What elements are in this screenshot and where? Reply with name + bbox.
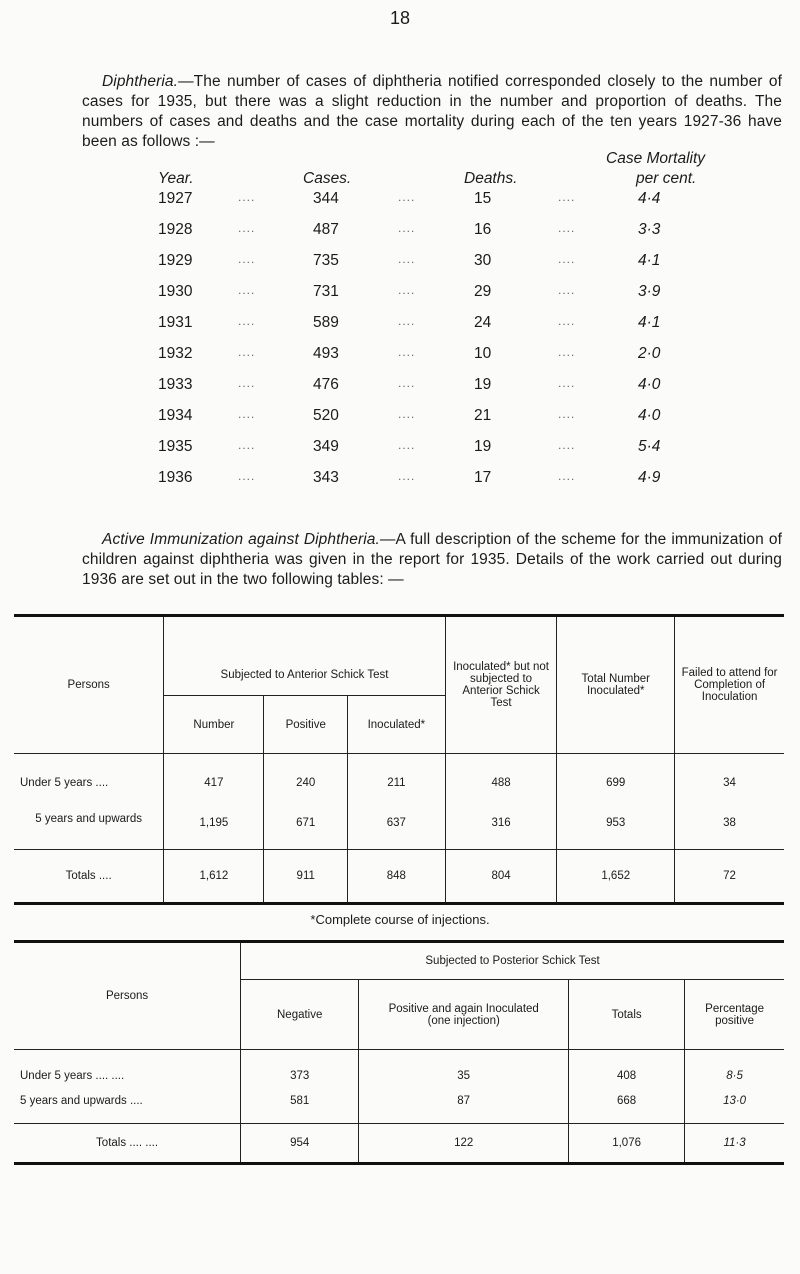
- mortality-deaths: 19: [474, 376, 492, 393]
- leader-dots: ....: [398, 407, 416, 421]
- leader-dots: ....: [558, 469, 576, 483]
- mortality-deaths: 19: [474, 438, 492, 455]
- t2-persons-header: Persons: [105, 990, 149, 1002]
- leader-dots: ....: [238, 345, 256, 359]
- mortality-year: 1927: [158, 190, 193, 207]
- mortality-cases: 476: [313, 376, 339, 393]
- mortality-deaths: 30: [474, 252, 492, 269]
- mortality-cases: 487: [313, 221, 339, 238]
- posterior-schick-table: [14, 940, 784, 1165]
- mortality-row: [158, 469, 758, 500]
- mortality-year: 1934: [158, 407, 193, 424]
- mortality-cases: 343: [313, 469, 339, 486]
- mortality-row: [158, 314, 758, 345]
- mortality-rate: 4·0: [638, 376, 661, 393]
- mortality-year: 1936: [158, 469, 193, 486]
- leader-dots: ....: [238, 283, 256, 297]
- mortality-row: [158, 283, 758, 314]
- t1-persons-header: Persons: [67, 679, 110, 691]
- mortality-cases: 493: [313, 345, 339, 362]
- mortality-rate: 2·0: [638, 345, 661, 362]
- leader-dots: ....: [558, 283, 576, 297]
- mortality-year: 1932: [158, 345, 193, 362]
- mortality-cases: 349: [313, 438, 339, 455]
- immunization-paragraph: [82, 530, 782, 590]
- mortality-deaths: 10: [474, 345, 492, 362]
- leader-dots: ....: [398, 190, 416, 204]
- table-row: 5 years and upwards 1,195 671 637 316 953 38: [14, 798, 784, 850]
- mortality-year: 1933: [158, 376, 193, 393]
- mortality-header-1: Case Mortality: [606, 150, 706, 167]
- page-number: 18: [389, 8, 411, 28]
- leader-dots: ....: [398, 221, 416, 235]
- t2-positive-again-header: Positive and again Inoculated (one injection): [359, 980, 569, 1050]
- t1-failed-header: Failed to attend for Completion of Inoculation: [675, 616, 784, 754]
- diphtheria-heading: Diphtheria.: [102, 73, 179, 90]
- mortality-rate: 4·1: [638, 252, 661, 269]
- leader-dots: ....: [238, 469, 256, 483]
- leader-dots: ....: [558, 438, 576, 452]
- leader-dots: ....: [238, 221, 256, 235]
- leader-dots: ....: [398, 438, 416, 452]
- table-row: Under 5 years .... .... 373 35 408 8·5: [14, 1050, 784, 1090]
- mortality-year: 1929: [158, 252, 193, 269]
- mortality-deaths: 17: [474, 469, 492, 486]
- leader-dots: ....: [558, 314, 576, 328]
- t2-group-header: Subjected to Posterior Schick Test: [241, 942, 784, 980]
- mortality-cases: 520: [313, 407, 339, 424]
- mortality-deaths: 24: [474, 314, 492, 331]
- leader-dots: ....: [398, 252, 416, 266]
- t1-number-header: Number: [164, 696, 264, 754]
- diphtheria-text: —The number of cases of diphtheria notified corresponded closely to the number of cases for 1935, but there was a slight reduction in the number and proportion of deaths. The numbers of cases and deaths and the case mortality during each of the ten years 1927-36 have been as follows :—: [82, 73, 782, 150]
- mortality-deaths: 21: [474, 407, 492, 424]
- table-row: 5 years and upwards .... 581 87 668 13·0: [14, 1090, 784, 1124]
- table-row: Under 5 years .... 417 240 211 488 699 34: [14, 754, 784, 798]
- mortality-year: 1935: [158, 438, 193, 455]
- t1-inoculated-header: Inoculated*: [347, 696, 445, 754]
- leader-dots: ....: [398, 345, 416, 359]
- leader-dots: ....: [398, 469, 416, 483]
- mortality-row: [158, 376, 758, 407]
- mortality-year: 1930: [158, 283, 193, 300]
- footnote: *Complete course of injections.: [310, 912, 490, 927]
- leader-dots: ....: [398, 376, 416, 390]
- year-header: Year.: [158, 170, 194, 187]
- mortality-row: [158, 190, 758, 221]
- leader-dots: ....: [558, 190, 576, 204]
- mortality-cases: 589: [313, 314, 339, 331]
- mortality-header-2: per cent.: [636, 170, 697, 187]
- t1-positive-header: Positive: [264, 696, 348, 754]
- leader-dots: ....: [558, 252, 576, 266]
- mortality-deaths: 29: [474, 283, 492, 300]
- t1-group-header: Subjected to Anterior Schick Test: [164, 616, 445, 696]
- mortality-rate: 4·0: [638, 407, 661, 424]
- t1-total-header: Total Number Inoculated*: [557, 616, 675, 754]
- mortality-rate: 3·9: [638, 283, 661, 300]
- leader-dots: ....: [238, 376, 256, 390]
- mortality-rate: 5·4: [638, 438, 661, 455]
- leader-dots: ....: [558, 221, 576, 235]
- mortality-rate: 4·1: [638, 314, 661, 331]
- totals-row: Totals .... 1,612 911 848 804 1,652 72: [14, 850, 784, 904]
- leader-dots: ....: [558, 376, 576, 390]
- leader-dots: ....: [398, 283, 416, 297]
- totals-row: Totals .... .... 954 122 1,076 11·3: [14, 1124, 784, 1164]
- leader-dots: ....: [558, 345, 576, 359]
- mortality-row: [158, 407, 758, 438]
- t1-not-subjected-header: Inoculated* but not subjected to Anterior Schick Test: [445, 616, 557, 754]
- t2-percentage-header: Percentage positive: [685, 980, 784, 1050]
- mortality-table: [158, 140, 758, 500]
- leader-dots: ....: [398, 314, 416, 328]
- anterior-schick-table: [14, 614, 784, 905]
- leader-dots: ....: [238, 252, 256, 266]
- mortality-year: 1931: [158, 314, 193, 331]
- leader-dots: ....: [238, 314, 256, 328]
- t2-totals-header: Totals: [569, 980, 685, 1050]
- mortality-cases: 735: [313, 252, 339, 269]
- immunization-text: —A full description of the scheme for the immunization of children against diphtheria was given in the report for 1935. Details of the work carried out during 1936 are set out in the two following tables: —: [82, 531, 782, 588]
- t2-negative-header: Negative: [241, 980, 359, 1050]
- immunization-heading: Active Immunization against Diphtheria.: [102, 531, 380, 548]
- cases-header: Cases.: [303, 170, 352, 187]
- leader-dots: ....: [238, 190, 256, 204]
- mortality-cases: 344: [313, 190, 339, 207]
- mortality-rate: 3·3: [638, 221, 661, 238]
- leader-dots: ....: [238, 438, 256, 452]
- deaths-header: Deaths.: [464, 170, 518, 187]
- mortality-row: [158, 221, 758, 252]
- leader-dots: ....: [558, 407, 576, 421]
- mortality-deaths: 16: [474, 221, 492, 238]
- leader-dots: ....: [238, 407, 256, 421]
- mortality-cases: 731: [313, 283, 339, 300]
- mortality-row: [158, 252, 758, 283]
- mortality-deaths: 15: [474, 190, 492, 207]
- mortality-row: [158, 345, 758, 376]
- mortality-rate: 4·9: [638, 469, 661, 486]
- mortality-year: 1928: [158, 221, 193, 238]
- mortality-row: [158, 438, 758, 469]
- mortality-rate: 4·4: [638, 190, 661, 207]
